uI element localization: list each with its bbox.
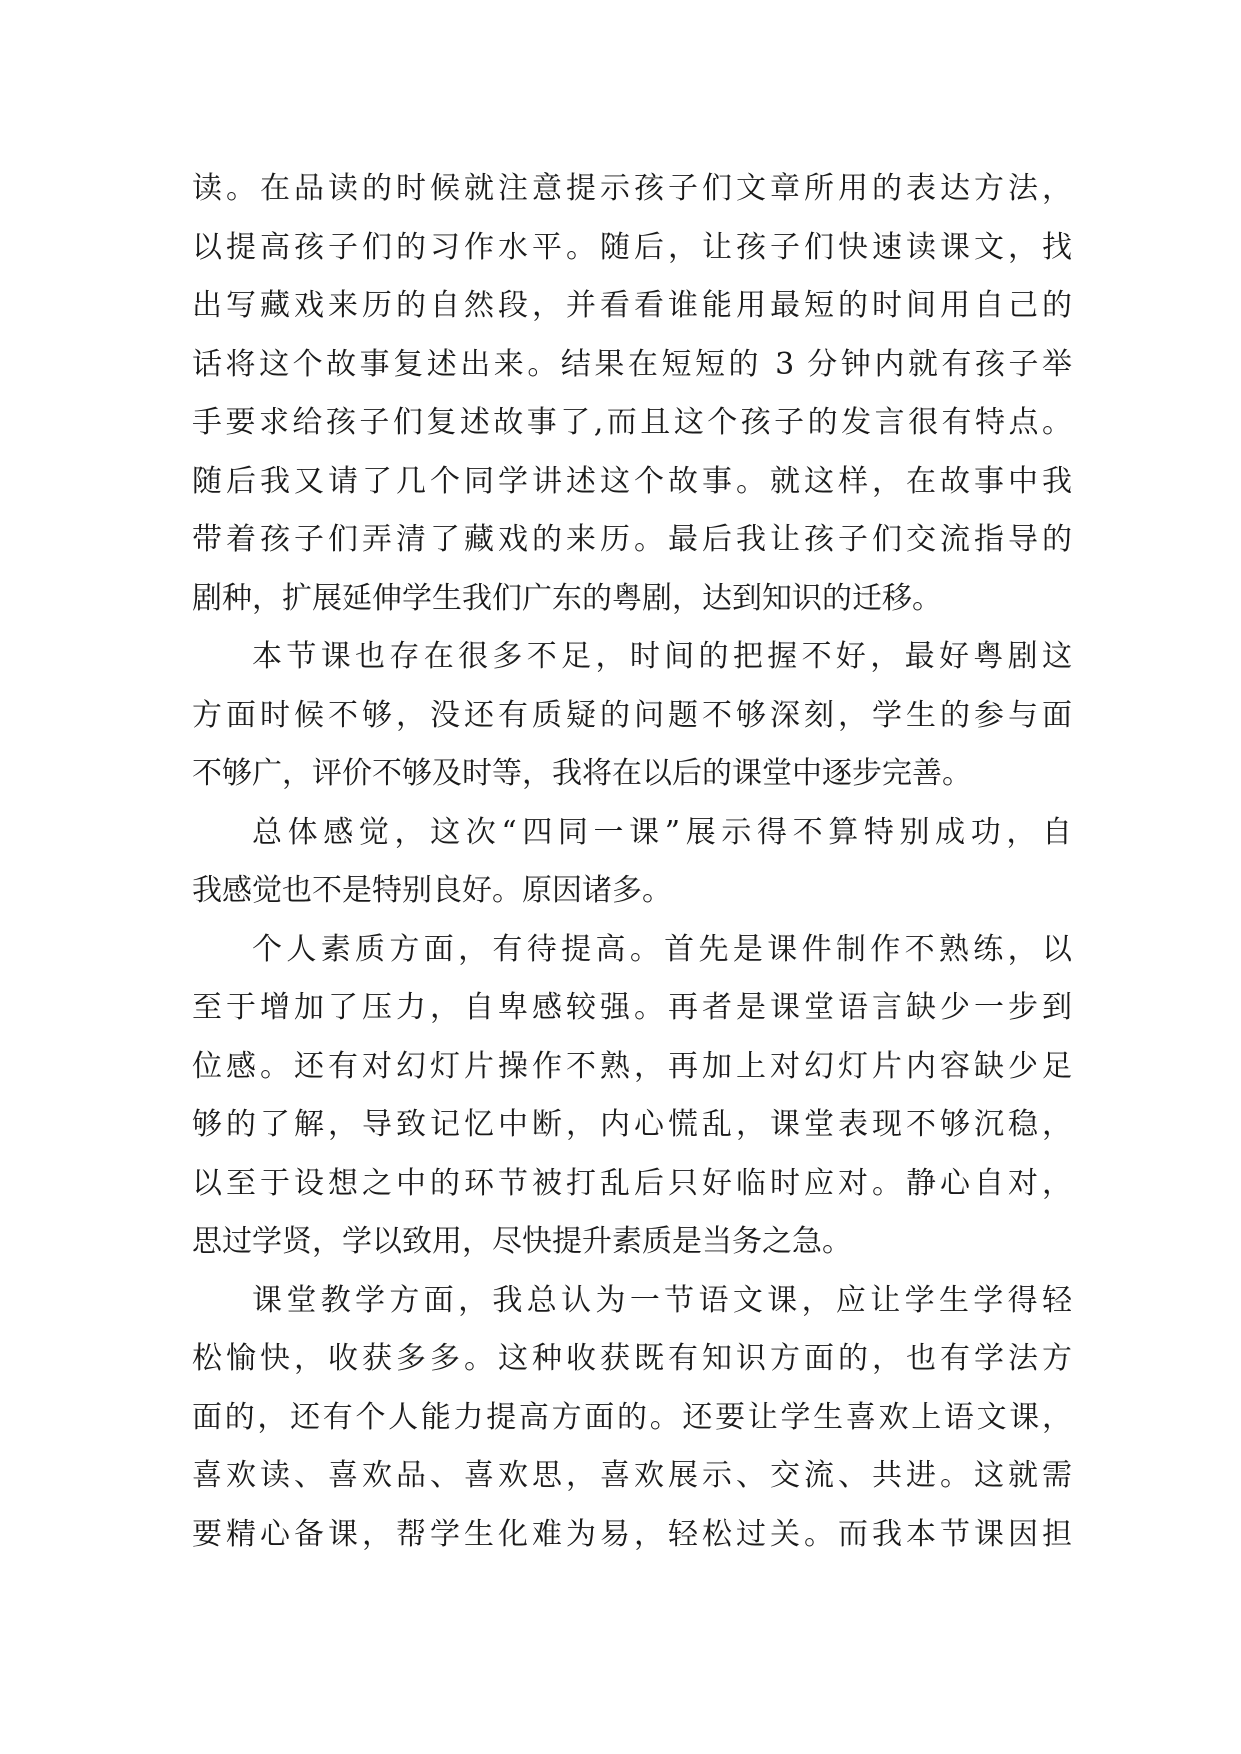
text-line: 面的，还有个人能力提高方面的。还要让学生喜欢上语文课， (192, 1399, 1072, 1435)
text-line: 本节课也存在很多不足，时间的把握不好，最好粤剧这 (252, 639, 1072, 674)
text-line: 随后我又请了几个同学讲述这个故事。就这样，在故事中我 (192, 463, 1072, 499)
text-line: 总体感觉，这次“四同一课”展示得不算特别成功，自 (252, 814, 1072, 850)
text-line: 以提高孩子们的习作水平。随后，让孩子们快速读课文，找 (192, 229, 1072, 265)
text-line: 至于增加了压力，自卑感较强。再者是课堂语言缺少一步到 (192, 990, 1072, 1025)
text-line: 位感。还有对幻灯片操作不熟，再加上对幻灯片内容缺少足 (192, 1048, 1072, 1084)
text-line: 带着孩子们弄清了藏戏的来历。最后我让孩子们交流指导的 (192, 522, 1072, 557)
document-body (192, 160, 1072, 1564)
text-line: 手要求给孩子们复述故事了,而且这个孩子的发言很有特点。 (192, 405, 1072, 440)
text-line: 松愉快，收获多多。这种收获既有知识方面的，也有学法方 (192, 1341, 1072, 1376)
text-line: 读。在品读的时候就注意提示孩子们文章所用的表达方法， (192, 171, 1072, 206)
text-line: 话将这个故事复述出来。结果在短短的 3 分钟内就有孩子举 (192, 346, 1072, 382)
text-line: 够的了解，导致记忆中断，内心慌乱，课堂表现不够沉稳， (192, 1107, 1072, 1142)
text-line: 喜欢读、喜欢品、喜欢思，喜欢展示、交流、共进。这就需 (192, 1458, 1072, 1493)
text-line: 要精心备课，帮学生化难为易，轻松过关。而我本节课因担 (192, 1516, 1072, 1552)
text-line: 个人素质方面，有待提高。首先是课件制作不熟练，以 (252, 931, 1072, 967)
text-line: 不够广，评价不够及时等，我将在以后的课堂中逐步完善。 (192, 756, 972, 791)
text-line: 以至于设想之中的环节被打乱后只好临时应对。静心自对， (192, 1165, 1072, 1201)
text-line: 思过学贤，学以致用，尽快提升素质是当务之急。 (192, 1224, 852, 1259)
text-line: 课堂教学方面，我总认为一节语文课，应让学生学得轻 (252, 1282, 1072, 1318)
text-line: 我感觉也不是特别良好。原因诸多。 (192, 873, 672, 908)
text-line: 剧种，扩展延伸学生我们广东的粤剧，达到知识的迁移。 (192, 580, 942, 616)
text-line: 方面时候不够，没还有质疑的问题不够深刻，学生的参与面 (192, 697, 1072, 733)
text-line: 出写藏戏来历的自然段，并看看谁能用最短的时间用自己的 (192, 288, 1072, 323)
